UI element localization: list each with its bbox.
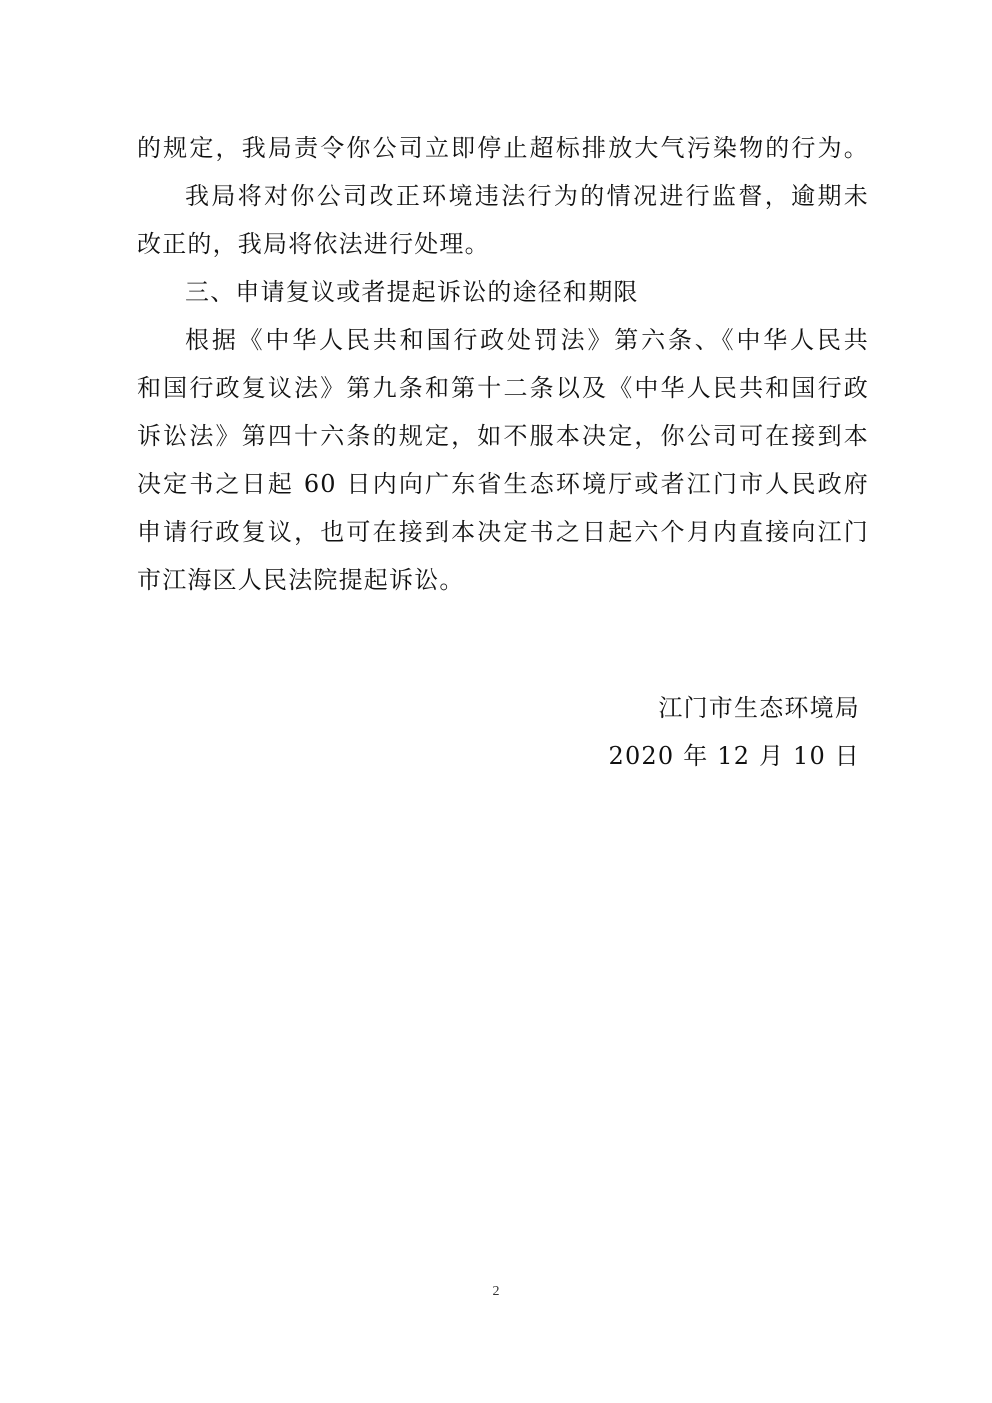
text-line: 根据《中华人民共和国行政处罚法》第六条、《中华人民共 xyxy=(185,326,869,354)
signature-block xyxy=(600,684,860,780)
signature-date: 2020 年 12 月 10 日 xyxy=(608,742,860,770)
text-line: 市江海区人民法院提起诉讼。 xyxy=(137,566,465,594)
text-line: 和国行政复议法》第九条和第十二条以及《中华人民共和国行政 xyxy=(137,374,869,402)
body-text xyxy=(137,124,869,604)
section-heading: 三、申请复议或者提起诉讼的途径和期限 xyxy=(185,278,639,306)
text-line: 改正的，我局将依法进行处理。 xyxy=(137,230,490,258)
text-line: 我局将对你公司改正环境违法行为的情况进行监督，逾期未 xyxy=(185,182,869,210)
text-line: 申请行政复议，也可在接到本决定书之日起六个月内直接向江门 xyxy=(137,518,869,546)
page-number: 2 xyxy=(492,1284,500,1299)
text-line: 的规定，我局责令你公司立即停止超标排放大气污染物的行为。 xyxy=(137,134,869,162)
text-line: 决定书之日起 60 日内向广东省生态环境厅或者江门市人民政府 xyxy=(137,470,869,498)
text-line: 诉讼法》第四十六条的规定，如不服本决定，你公司可在接到本 xyxy=(137,422,869,450)
signature-organization: 江门市生态环境局 xyxy=(658,694,860,722)
